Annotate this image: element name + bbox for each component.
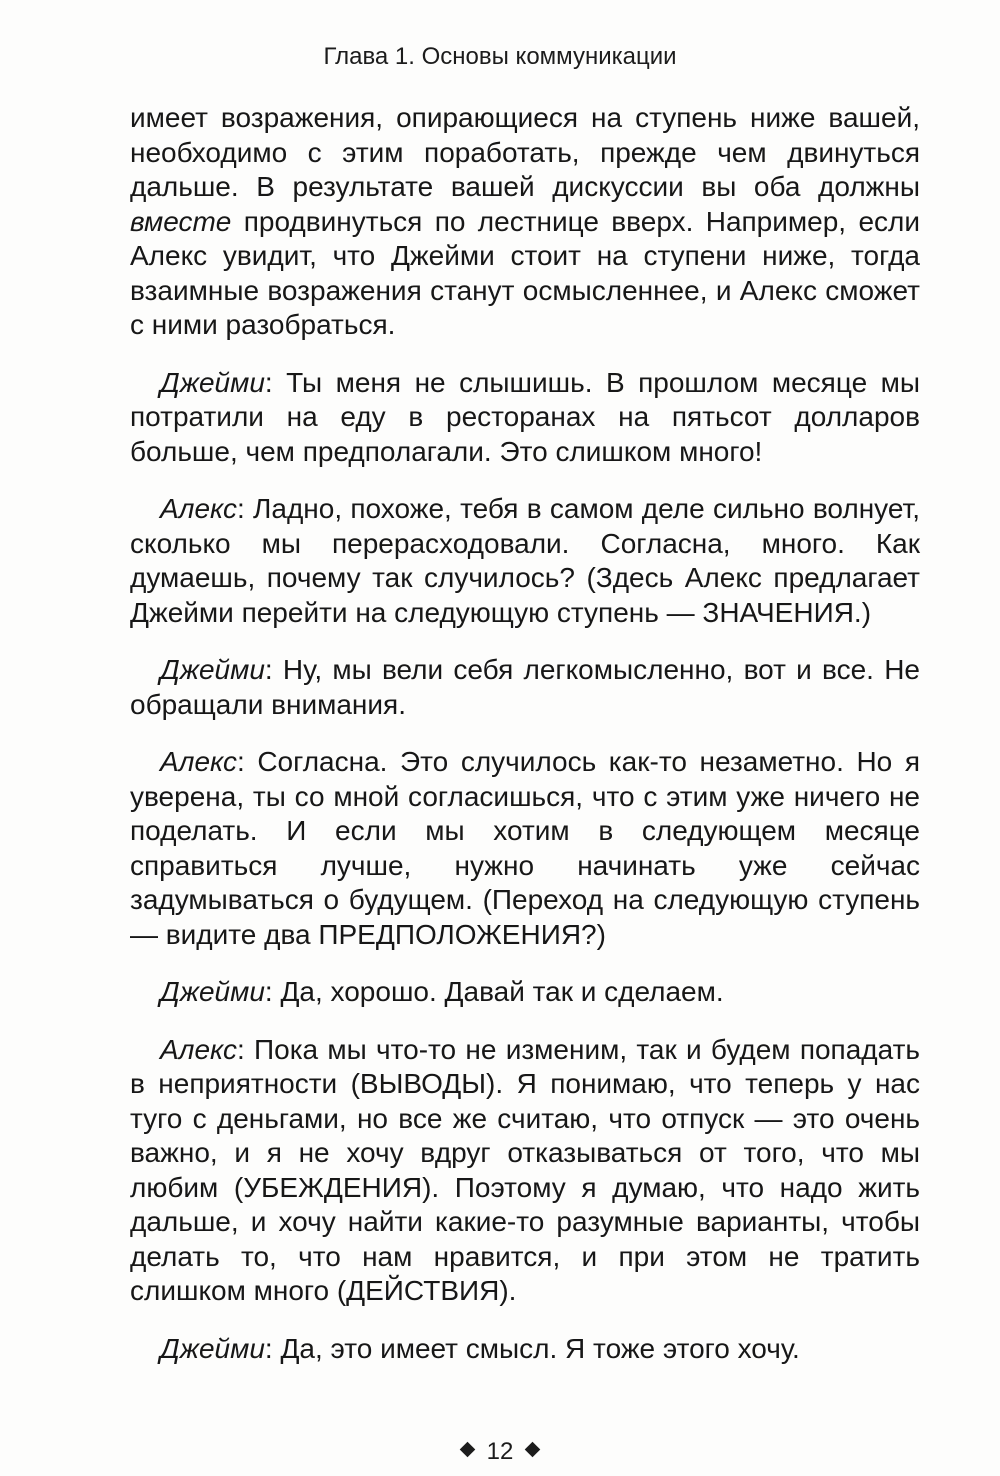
dialogue-text: : Ладно, похоже, тебя в самом деле сильно волнует, сколько мы перерасходовали. Согласна, много. Как думаешь, почему так случилось? (Здесь Алекс предлагает Джейми перейти на следующую ступень — ЗНАЧЕНИЯ.) xyxy=(130,493,920,628)
paragraph-text: продвинуться по лестнице вверх. Например, если Алекс увидит, что Джейми стоит на ступени ниже, тогда взаимные возражения станут осмысленнее, и Алекс сможет с ними разобраться. xyxy=(130,205,920,340)
dialogue-text: : Ты меня не слышишь. В прошлом месяце мы потратили на еду в ресторанах на пятьсот долларов больше, чем предполагали. Это слишком много! xyxy=(130,366,920,467)
dialogue-text: : Ну, мы вели себя легкомысленно, вот и все. Не обращали внимания. xyxy=(130,654,920,720)
speaker-name: Алекс xyxy=(160,1033,237,1065)
body-text xyxy=(130,101,920,1366)
speaker-name: Джейми xyxy=(160,976,265,1007)
dialogue-text: : Согласна. Это случилось как-то незаметно. Но я уверена, ты со мной согласишься, что с этим уже ничего не поделать. И если мы хотим в следующем месяце справиться лучше, нужно начинать уже сейчас задумываться о будущем. (Переход на следующую ступень — видите два ПРЕДПОЛОЖЕНИЯ?) xyxy=(130,746,920,950)
page-number: 12 xyxy=(486,1438,514,1465)
diamond-ornament-icon xyxy=(525,1442,541,1458)
speaker-name: Алекс xyxy=(160,746,237,777)
dialogue-text: : Да, это имеет смысл. Я тоже этого хочу. xyxy=(264,1332,800,1364)
dialogue-text: : Да, хорошо. Давай так и сделаем. xyxy=(264,976,724,1007)
dialogue-line xyxy=(130,1332,920,1367)
dialogue-line xyxy=(130,366,920,470)
dialogue-line xyxy=(130,653,920,722)
paragraph-continuation xyxy=(130,101,920,343)
speaker-name: Джейми xyxy=(160,654,265,685)
speaker-name: Джейми xyxy=(160,1332,265,1364)
emphasis-text: вместе xyxy=(130,205,232,237)
diamond-ornament-icon xyxy=(459,1442,475,1458)
dialogue-line xyxy=(130,745,920,952)
running-head: Глава 1. Основы коммуникации xyxy=(323,43,677,70)
speaker-name: Джейми xyxy=(160,366,265,398)
page-footer xyxy=(0,1437,1000,1467)
dialogue-line xyxy=(130,975,920,1010)
dialogue-line xyxy=(130,1033,920,1309)
paragraph-text: имеет возражения, опирающиеся на ступень ниже вашей, необходимо с этим поработать, прежде чем двинуться дальше. В результате вашей дискуссии вы оба должны xyxy=(130,102,920,202)
dialogue-text: : Пока мы что-то не изменим, так и будем попадать в неприятности (ВЫВОДЫ). Я понимаю, что теперь у нас туго с деньгами, но все же считаю, что отпуск — это очень важно, и я не хочу вдруг отказываться от того, что мы любим (УБЕЖДЕНИЯ). Поэтому я думаю, что надо жить дальше, и хочу найти какие-то разумные варианты, чтобы делать то, что нам нравится, и при этом не тратить слишком много (ДЕЙСТВИЯ). xyxy=(130,1033,920,1306)
speaker-name: Алекс xyxy=(160,493,237,524)
dialogue-line xyxy=(130,492,920,630)
